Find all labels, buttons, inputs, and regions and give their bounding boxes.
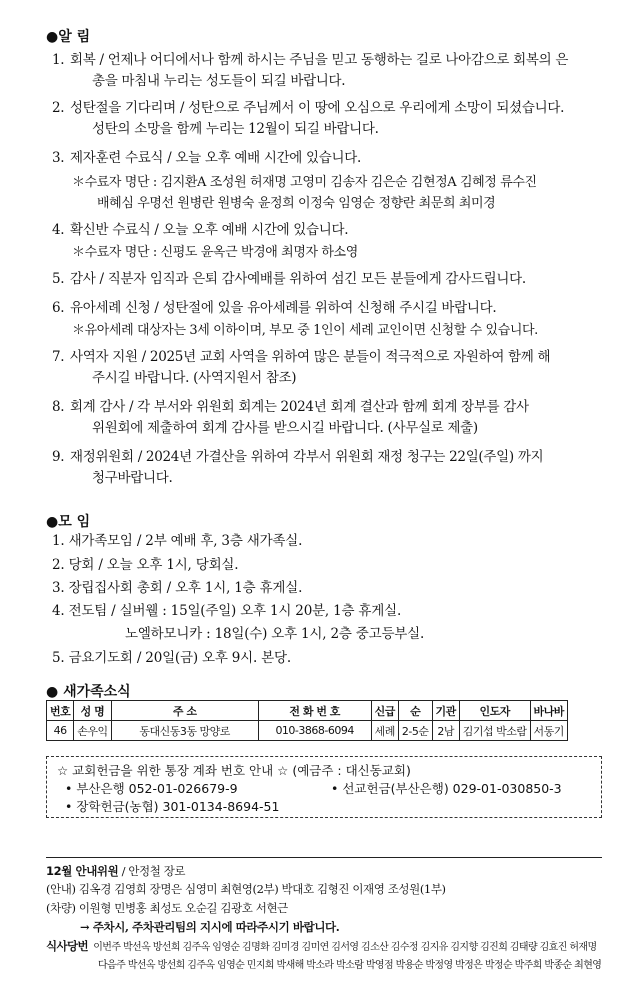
col-phone: 전 화 번 호 [258,701,371,721]
meeting-item-4: 4. 전도팀 / 실버웰 : 15일(주일) 오후 1시 20분, 1층 휴게실. [52,603,402,619]
notice-item-6: 6. 유아세례 신청 / 성탄절에 있을 유아세례를 위하여 신청해 주시길 바랍니다. [52,300,497,316]
meeting-item-5: 5. 금요기도회 / 20일(금) 오후 9시. 본당. [52,650,291,666]
bank-account-2: • 선교헌금(부산은행) 029-01-030850-3 [331,781,562,796]
table-row: 46 손우익 동대신동3동 망양로 010-3868-6094 세례 2-5순 2남 김기섭 박소람 서동기 [47,721,568,741]
col-guide: 인도자 [459,701,530,721]
notice-item-3: 3. 제자훈련 수료식 / 오늘 오후 예배 시간에 있습니다. [52,150,361,166]
meetings-title: ●모 임 [46,514,91,530]
col-org: 기관 [432,701,459,721]
table-header-row [47,701,568,721]
notice-item-8: 8. 회계 감사 / 각 부서와 위원회 회계는 2024년 회계 결산과 함께 회계 장부를 감사 위원회에 제출하여 회계 감사를 받으시길 바랍니다. (사무실로 제출) [52,399,529,436]
notice-item-2: 2. 성탄절을 기다리며 / 성탄으로 주님께서 이 땅에 오심으로 우리에게 소망이 되셨습니다. 성탄의 소망을 함께 누리는 12월이 되길 바랍니다. [52,100,565,137]
notice-item-9: 9. 재정위원회 / 2024년 가결산을 위하여 각부서 위원회 재정 청구는 22일(주일) 까지 청구바랍니다. [52,449,544,486]
notice-item-5: 5. 감사 / 직분자 임직과 은퇴 감사예배를 위하여 섬긴 모든 분들에게 감사드립니다. [52,271,526,287]
parking-notice: → 주차시, 주차관리팀의 지시에 따라주시기 바랍니다. [80,920,340,934]
col-number: 번호 [47,701,74,721]
notice-6-sub: ＊유아세례 대상자는 3세 이하이며, 부모 중 1인이 세례 교인이면 신청할 수 있습니다. [72,323,538,338]
notice-item-4: 4. 확신반 수료식 / 오늘 오후 예배 시간에 있습니다. [52,222,349,238]
meal-duty-this-week: 식사당번 이번주 박선옥 방선희 김주옥 임영순 김명화 김미경 김미연 김서영 김소산 김수정 김지유 김지향 김진희 김태량 김효진 허재명 [46,939,597,953]
col-address: 주 소 [111,701,258,721]
col-name: 성 명 [74,701,111,721]
usher-heading: 12월 안내위원 / 안정철 장로 [46,864,186,878]
meal-duty-next-week: 다음주 박선옥 방선희 김주옥 임영순 민지희 박새해 박소라 박소람 박영점 박용순 박정영 박정은 박정순 박주희 박종순 최현영 [98,960,602,971]
col-baptism: 신급 [371,701,398,721]
newfamily-table [46,700,568,741]
meeting-item-1: 1. 새가족모임 / 2부 예배 후, 3층 새가족실. [52,533,303,549]
notice-item-1: 1. 회복 / 언제나 어디에서나 함께 하시는 주님을 믿고 동행하는 길로 나아감으로 회복의 은 총을 마침내 누리는 성도들이 되길 바랍니다. [52,52,569,89]
newfamily-title: ● 새가족소식 [46,684,131,700]
col-group: 순 [398,701,432,721]
notice-item-7: 7. 사역자 지원 / 2025년 교회 사역을 위하여 많은 분들이 적극적으로 자원하여 함께 해 주시길 바랍니다. (사역지원서 참조) [52,349,551,386]
bank-account-1: • 부산은행 052-01-026679-9 [65,781,238,796]
bank-account-box [46,756,602,818]
notices-title: ●알 림 [46,29,91,45]
bank-account-3: • 장학헌금(농협) 301-0134-8694-51 [65,799,280,814]
vehicle-list: (차량) 이원형 민병홍 최성도 오순길 김광호 서현근 [46,901,288,915]
meeting-item-3: 3. 장립집사회 총회 / 오후 1시, 1층 휴게실. [52,580,303,596]
meeting-item-4-cont: 노엘하모니카 : 18일(수) 오후 1시, 2층 중고등부실. [125,626,425,642]
bank-title: ☆ 교회헌금을 위한 통장 계좌 번호 안내 ☆ (예금주 : 대신동교회) [57,763,411,778]
notice-4-sub: ＊수료자 명단 : 신평도 윤옥근 박경애 최명자 하소영 [72,245,358,260]
notice-3-sub-1: ＊수료자 명단 : 김지환A 조성원 허재명 고영미 김송자 김은순 김현정A 김혜정 류수진 [72,175,537,190]
notice-3-sub-2: 배혜심 우명선 원병란 원병숙 윤정희 이정숙 임영순 정향란 최문희 최미경 [97,196,496,211]
divider [46,857,602,858]
meeting-item-2: 2. 당회 / 오늘 오후 1시, 당회실. [52,557,239,573]
col-barnabas: 바나바 [530,701,567,721]
usher-list: (안내) 김옥경 김영희 장명은 심영미 최현영(2부) 박대호 김형진 이재영 조성원(1부) [46,882,446,896]
